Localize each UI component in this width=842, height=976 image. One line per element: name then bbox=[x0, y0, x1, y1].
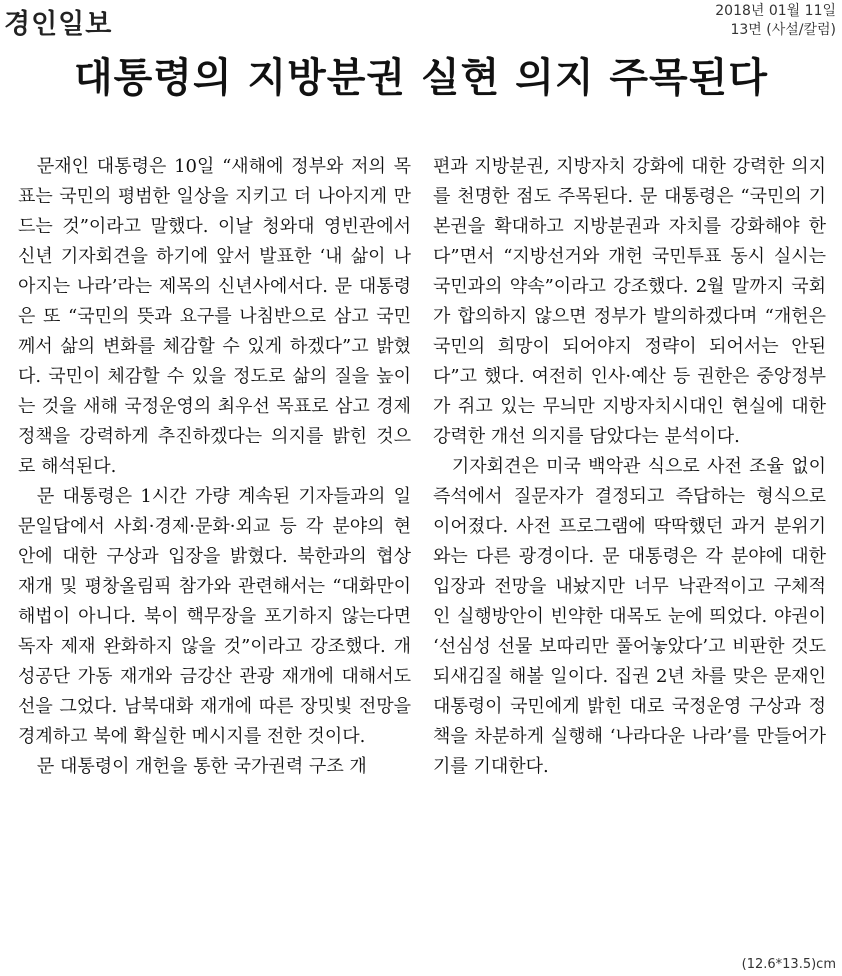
paragraph: 문 대통령은 1시간 가량 계속된 기자들과의 일문일답에서 사회·경제·문화·외교 등 각 분야의 현안에 대한 구상과 입장을 밝혔다. 북한과의 협상 재개 및 평창올림픽 참가와 관련해서는 “대화만이 해법이 아니다. 북이 핵무장을 포기하지 않는다면 독자 제재 완화하지 않을 것”이라고 강조했다. 개성공단 가동 재개와 금강산 관광 재개에 대해서도 선을 그었다. 남북대화 재개에 따른 장밋빛 전망을 경계하고 북에 확실한 메시지를 전한 것이다. bbox=[18, 486, 411, 747]
clipping-size-note: (12.6*13.5)cm bbox=[741, 957, 836, 972]
paragraph: 문재인 대통령은 10일 “새해에 정부와 저의 목표는 국민의 평범한 일상을 지키고 더 나아지게 만드는 것”이라고 말했다. 이날 청와대 영빈관에서 신년 기자회견을 하기에 앞서 발표한 ‘내 삶이 나아지는 나라’라는 제목의 신년사에서다. 문 대통령은 또 “국민의 뜻과 요구를 나침반으로 삼고 국민께서 삶의 변화를 체감할 수 있게 하겠다”고 밝혔다. 국민이 체감할 수 있을 정도로 삶의 질을 높이는 것을 새해 국정운영의 최우선 목표로 삼고 경제 정책을 강력하게 추진하겠다는 의지를 밝힌 것으로 해석된다. bbox=[18, 156, 411, 477]
article-column-left bbox=[18, 152, 411, 948]
newspaper-logo: 경인일보 bbox=[4, 9, 113, 40]
publication-meta bbox=[715, 2, 836, 40]
article-body bbox=[18, 152, 826, 948]
article-headline: 대통령의 지방분권 실현 의지 주목된다 bbox=[74, 55, 768, 101]
publication-date: 2018년 01월 11일 bbox=[715, 3, 836, 19]
paragraph: 문 대통령이 개헌을 통한 국가권력 구조 개 bbox=[36, 756, 367, 777]
paragraph: 기자회견은 미국 백악관 식으로 사전 조율 없이 즉석에서 질문자가 결정되고 즉답하는 형식으로 이어졌다. 사전 프로그램에 딱딱했던 과거 분위기와는 다른 광경이다. 문 대통령은 각 분야에 대한 입장과 전망을 내놨지만 너무 낙관적이고 구체적인 실행방안이 빈약한 대목도 눈에 띄었다. 야권이 ‘선심성 선물 보따리만 풀어놓았다’고 비판한 것도 되새김질 해볼 일이다. 집권 2년 차를 맞은 문재인 대통령이 국민에게 밝힌 대로 국정운영 구상과 정책을 차분하게 실행해 ‘나라다운 나라’를 만들어가기를 기대한다. bbox=[433, 456, 826, 777]
page-section: 13면 (사설/칼럼) bbox=[730, 22, 836, 38]
paragraph: 편과 지방분권, 지방자치 강화에 대한 강력한 의지를 천명한 점도 주목된다. 문 대통령은 “국민의 기본권을 확대하고 지방분권과 자치를 강화해야 한다”면서 “지방선거와 개헌 국민투표 동시 실시는 국민과의 약속”이라고 강조했다. 2월 말까지 국회가 합의하지 않으면 정부가 발의하겠다며 “개헌은 국민의 희망이 되어야지 정략이 되어서는 안된다”고 했다. 여전히 인사·예산 등 권한은 중앙정부가 쥐고 있는 무늬만 지방자치시대인 현실에 대한 강력한 개선 의지를 담았다는 분석이다. bbox=[433, 156, 826, 447]
article-column-right bbox=[433, 152, 826, 948]
